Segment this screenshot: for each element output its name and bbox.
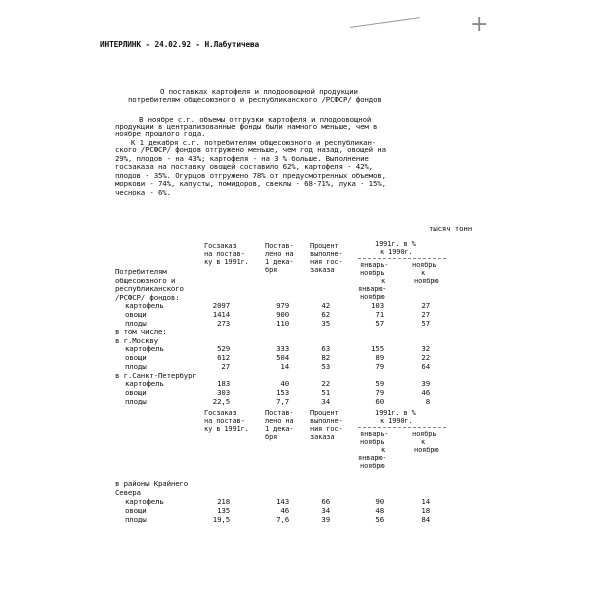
cell-value: 333 [276,344,289,353]
cell-value: 22 [421,353,430,362]
subgroup-label: в том числе: [115,327,167,336]
cell-value: 22,5 [212,397,230,406]
cell-value: 1414 [212,310,230,319]
cell-value: 59 [375,379,384,388]
cell-value: 27 [221,362,230,371]
cell-value: 40 [280,379,289,388]
cell-value: 273 [217,319,230,328]
cell-value: 62 [321,310,330,319]
cell-value: 27 [421,310,430,319]
cell-value: 48 [375,506,384,515]
col-postavleno-l1: Постав- [265,242,294,250]
spb-label: в г.Санкт-Петербург [115,371,197,380]
row-label: картофель [125,379,164,388]
header-underline [358,258,446,259]
cell-value: 56 [375,515,384,524]
row-label: овощи [125,506,147,515]
cell-value: 57 [421,319,430,328]
title-line-1: О поставках картофеля и плодоовощной продукции [160,87,358,96]
cell-value: 155 [371,344,384,353]
cell-value: 60 [375,397,384,406]
group-label-l4: /РСФСР/ фондов: [115,293,180,302]
cell-value: 42 [321,301,330,310]
cell-value: 8 [425,397,430,406]
cell-value: 53 [321,362,330,371]
col-1991-title-l2: к 1990г. [380,248,413,256]
col-percent-l2: выполне- [310,250,343,258]
t2-col-postavleno-l2: лено на [265,417,294,425]
moscow-label: в г.Москву [115,336,158,345]
cell-value: 153 [276,388,289,397]
region-label-l1: в районы Крайнего [115,479,189,488]
cell-value: 303 [217,388,230,397]
cell-value: 64 [421,362,430,371]
row-label: плоды [125,397,147,406]
cell-value: 14 [421,497,430,506]
t2-col-percent-l3: ния гос- [310,425,343,433]
cell-value: 34 [321,397,330,406]
t2-col-jan-nov-l3: к [381,446,386,454]
t2-col-jan-nov-l2: ноябрь [360,438,385,446]
cell-value: 39 [421,379,430,388]
t2-col-postavleno-l1: Постав- [265,409,294,417]
region-label-l2: Севера [115,488,141,497]
col-percent-l4: заказа [310,266,335,274]
col-percent-l1: Процент [310,242,339,250]
cell-value: 39 [321,515,330,524]
cell-value: 90 [375,497,384,506]
row-label: овощи [125,353,147,362]
t2-col-nov-l2: к [421,438,426,446]
t2-col-percent-l2: выполне- [310,417,343,425]
paragraph-2-line-5: плодов - 35%. Огурцов отгружено 78% от предусмотренных объемов, [115,171,386,180]
cell-value: 979 [276,301,289,310]
cell-value: 218 [217,497,230,506]
source-line: ИНТЕРЛИНК - 24.02.92 - Н.Лабутичева [100,40,260,49]
cell-value: 529 [217,344,230,353]
t2-col-nov-l1: ноябрь [412,430,437,438]
col-postavleno-l2: лено на [265,250,294,258]
cell-value: 32 [421,344,430,353]
col-percent-l3: ния гос- [310,258,343,266]
group-label-l3: республиканского [115,284,184,293]
group-label-l1: Потребителям [115,267,167,276]
cell-value: 63 [321,344,330,353]
cell-value: 46 [421,388,430,397]
col-jan-nov-l2: ноябрь [360,269,385,277]
cell-value: 14 [280,362,289,371]
cell-value: 7,6 [276,515,289,524]
row-label: овощи [125,310,147,319]
cell-value: 51 [321,388,330,397]
col-jan-nov-l3: к [381,277,386,285]
cell-value: 35 [321,319,330,328]
title-line-2: потребителям общесоюзного и республиканского /РСФСР/ фондов [128,95,382,104]
margin-mark: + [470,12,489,37]
cell-value: 135 [217,506,230,515]
paragraph-2-line-3: 29%, плодов - на 43%; картофеля - на 3 % больше. Выполнение [115,154,369,163]
row-label: плоды [125,515,147,524]
cell-value: 504 [276,353,289,362]
col-goszakaz-l1: Госзаказ [204,242,237,250]
cell-value: 22 [321,379,330,388]
t2-col-postavleno-l4: бря [265,433,278,441]
col-nov-l3: ноябрю [414,277,439,285]
group-label-l2: общесоюзного и [115,276,176,285]
cell-value: 79 [375,362,384,371]
t2-col-goszakaz-l2: на постав- [204,417,245,425]
paragraph-2-line-1: К 1 декабря с.г. потребителям общесоюзного и республикан- [131,138,377,147]
cell-value: 900 [276,310,289,319]
t2-col-1991-title-l1: 1991г. в % [375,409,416,417]
cell-value: 110 [276,319,289,328]
t2-col-1991-title-l2: к 1990г. [380,417,413,425]
unit-label: тысяч тонн [429,224,472,233]
col-jan-nov-l5: ноябрю [360,293,385,301]
row-label: плоды [125,362,147,371]
t2-col-jan-nov-l4: январю- [358,454,387,462]
col-goszakaz-l2: на постав- [204,250,245,258]
paragraph-2-line-4: госзаказа на поставку овощей составило 62%, картофеля - 42%, [115,162,373,171]
col-goszakaz-l3: ку в 1991г. [204,258,249,266]
col-jan-nov-l1: январь- [360,261,389,269]
paragraph-1-line-1: В ноябре с.г. объемы отгрузки картофеля и плодоовощной [139,115,372,124]
col-postavleno-l4: бря [265,266,278,274]
col-1991-title-l1: 1991г. в % [375,240,416,248]
t2-col-goszakaz-l1: Госзаказ [204,409,237,417]
cell-value: 82 [321,353,330,362]
cell-value: 66 [321,497,330,506]
cell-value: 143 [276,497,289,506]
cell-value: 19,5 [212,515,230,524]
row-label: плоды [125,319,147,328]
cell-value: 84 [421,515,430,524]
t2-col-nov-l3: ноябрю [414,446,439,454]
cell-value: 183 [217,379,230,388]
row-label: картофель [125,344,164,353]
paragraph-2-line-2: ского /РСФСР/ фондов отгружено меньше, чем год назад, овощей на [115,145,386,154]
cell-value: 57 [375,319,384,328]
cell-value: 46 [280,506,289,515]
cell-value: 7,7 [276,397,289,406]
t2-col-percent-l1: Процент [310,409,339,417]
cell-value: 89 [375,353,384,362]
cell-value: 18 [421,506,430,515]
cell-value: 79 [375,388,384,397]
row-label: картофель [125,497,164,506]
row-label: овощи [125,388,147,397]
t2-col-percent-l4: заказа [310,433,335,441]
paragraph-2-line-6: моркови - 74%, капусты, помидоров, свеклы - 68-71%, лука - 15%, [115,179,386,188]
cell-value: 2097 [212,301,230,310]
faint-stamp-line [350,17,419,28]
t2-col-goszakaz-l3: ку в 1991г. [204,425,249,433]
col-nov-l2: к [421,269,426,277]
col-postavleno-l3: 1 дека- [265,258,294,266]
t2-col-jan-nov-l1: январь- [360,430,389,438]
paragraph-2-line-7: чеснока - 6%. [115,188,171,197]
cell-value: 71 [375,310,384,319]
cell-value: 34 [321,506,330,515]
cell-value: 27 [421,301,430,310]
t2-col-postavleno-l3: 1 дека- [265,425,294,433]
row-label: картофель [125,301,164,310]
t2-col-jan-nov-l5: ноябрю [360,462,385,470]
paragraph-1-line-3: ноябре прошлого года. [115,129,206,138]
col-nov-l1: ноябрь [412,261,437,269]
cell-value: 103 [371,301,384,310]
paragraph-1-line-2: продукции в централизованные фонды были намного меньше, чем в [115,122,378,131]
t2-header-underline [358,427,446,428]
col-jan-nov-l4: январю- [358,285,387,293]
cell-value: 612 [217,353,230,362]
